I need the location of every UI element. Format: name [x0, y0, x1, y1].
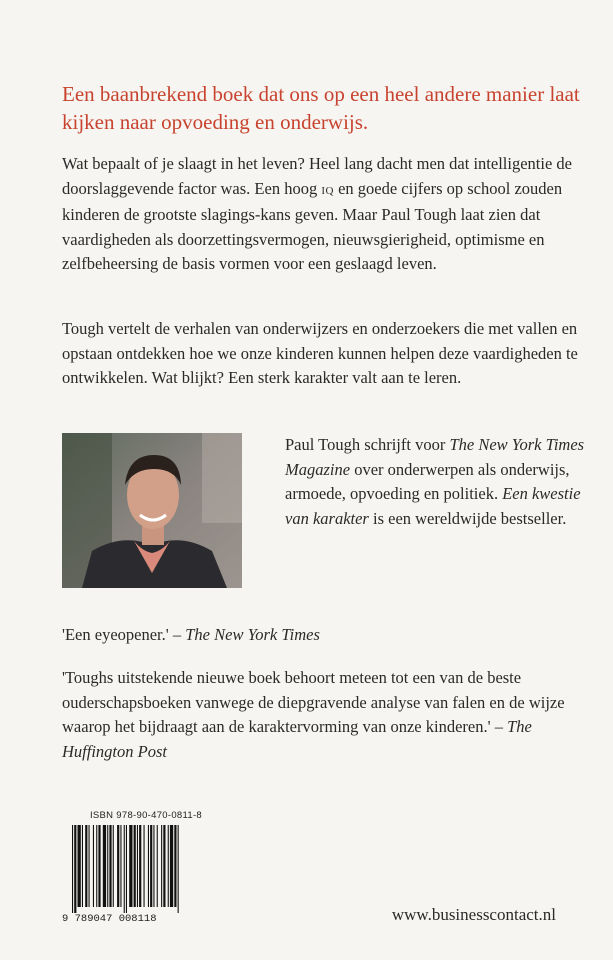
quote-source: The Huffington Post	[62, 717, 532, 761]
barcode-bar	[109, 825, 111, 907]
review-quote-2	[62, 666, 592, 764]
barcode-bar	[72, 825, 73, 913]
barcode-bar	[129, 825, 132, 907]
barcode-bar	[113, 825, 114, 907]
barcode-bar	[107, 825, 108, 907]
author-bio	[285, 433, 585, 531]
barcode-bar	[74, 825, 76, 913]
barcode-bar	[157, 825, 158, 907]
barcode-bar	[98, 825, 100, 907]
barcode-bar	[174, 825, 176, 907]
barcode-bar	[134, 825, 136, 907]
barcode-bar	[117, 825, 119, 907]
publisher-website[interactable]: www.businesscontact.nl	[391, 905, 556, 924]
bio-book-title: Een kwestie van karakter	[285, 484, 581, 528]
description-paragraph-2: Tough vertelt de verhalen van onderwijzers en onderzoekers die met vallen en opstaan ontdekken hoe we onze kinderen kunnen helpen deze vaardigheden te ontwikkelen. Wat blijkt? Een sterk karakter valt aan te leren.	[62, 319, 578, 387]
barcode-bar	[170, 825, 173, 907]
barcode-bar	[137, 825, 138, 907]
bio-text-1: Paul Tough schrijft voor	[285, 435, 450, 454]
barcode-bar	[96, 825, 97, 907]
barcode-bar	[120, 825, 121, 907]
quote-source: The New York Times	[185, 625, 320, 644]
bio-text-3: is een wereldwijde bestseller.	[368, 508, 567, 528]
barcode-bar	[144, 825, 145, 907]
isbn-barcode	[62, 810, 230, 930]
review-quote-1	[62, 623, 320, 647]
barcode-bar	[178, 825, 179, 913]
description-text-before: Wat bepaalt of je slaagt in het leven? Heel lang dacht men dat intelligentie de doorslaggevende factor was. Een hoog	[62, 154, 572, 198]
description-paragraph-1	[62, 152, 582, 277]
barcode-bars	[72, 825, 222, 913]
barcode-bar	[139, 825, 141, 907]
ean-digits: 9 789047 008118	[62, 913, 157, 925]
barcode-bar	[148, 825, 149, 907]
quote-text: 'Toughs uitstekende nieuwe boek behoort meteen tot een van de beste ouderschapsboeken vanwege de diepgravende analyse van falen en de wijze waarop het bijdraagt aan de karaktervorming van onze kinderen.' –	[62, 668, 565, 736]
barcode-bar	[82, 825, 83, 907]
description-text-after: en goede cijfers op school zouden kinderen de grootste slagings-kans geven. Maar Paul Tough laat zien dat vaardigheden als doorzettingsvermogen, nieuwsgierigheid, optimisme en zelfbeheersing de basis vormen voor een geslaagd leven.	[62, 178, 563, 273]
bio-text-2: over onderwerpen als onderwijs, armoede, opvoeding en politiek.	[285, 459, 570, 503]
barcode-bar	[85, 825, 87, 907]
barcode-bar	[124, 825, 125, 913]
quote-text: 'Een eyeopener.' –	[62, 625, 186, 644]
bio-magazine-title: The New York Times Magazine	[285, 435, 585, 479]
isbn-label: ISBN 978-90-470-0811-8	[89, 810, 203, 821]
barcode-bar	[93, 825, 94, 907]
author-photo	[62, 433, 242, 588]
barcode-bar	[168, 825, 169, 907]
barcode-bar	[161, 825, 162, 907]
tagline: Een baanbrekend boek dat ons op een heel andere manier laat kijken naar opvoeding en onderwijs.	[62, 82, 580, 134]
iq-abbreviation: IQ	[321, 184, 334, 197]
barcode-bar	[163, 825, 165, 907]
barcode-bar	[126, 825, 127, 913]
barcode-bar	[153, 825, 154, 907]
barcode-bar	[89, 825, 90, 907]
barcode-bar	[150, 825, 152, 907]
barcode-bar	[103, 825, 106, 907]
barcode-bar	[78, 825, 81, 907]
